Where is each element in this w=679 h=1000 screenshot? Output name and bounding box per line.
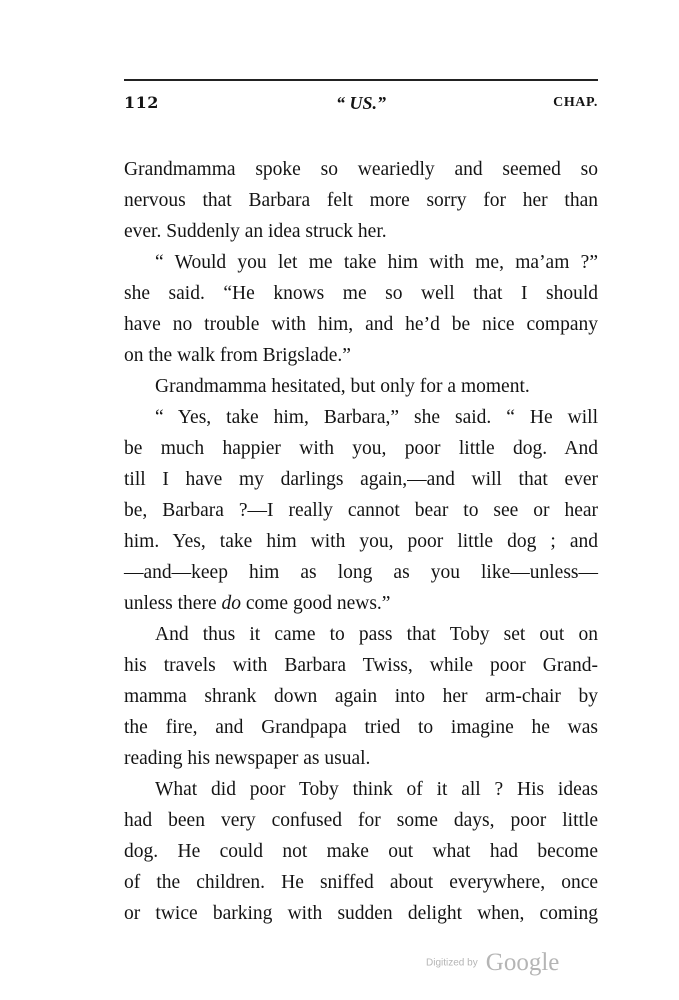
header-rule [124,79,598,81]
text-line-with-emphasis [124,588,598,619]
chapter-label: CHAP. [553,95,598,110]
running-title: “ US.” [335,93,386,113]
text-line: nervous that Barbara felt more sorry for her than [124,190,598,211]
text-segment: unless there [124,593,222,614]
text-line: What did poor Toby think of it all ? His ideas [155,779,598,800]
text-line: she said. “He knows me so well that I should [124,283,598,304]
text-line: mamma shrank down again into her arm-chair by [124,686,598,707]
text-line: Grandmamma hesitated, but only for a moment. [155,376,530,397]
text-line: And thus it came to pass that Toby set out on [155,624,598,645]
text-line: “ Yes, take him, Barbara,” she said. “ He will [155,407,598,428]
text-line: “ Would you let me take him with me, ma’am ?” [155,252,598,273]
text-line: —and—keep him as long as you like—unless— [124,562,598,583]
text-line: the fire, and Grandpapa tried to imagine he was [124,717,598,738]
text-line: be much happier with you, poor little dog. And [124,438,598,459]
watermark-prefix: Digitized by [426,957,478,969]
running-header [124,93,598,117]
text-line: of the children. He sniffed about everywhere, once [124,872,598,893]
emphasized-word: do [221,593,241,614]
text-line: Grandmamma spoke so weariedly and seemed so [124,159,598,180]
text-line: dog. He could not make out what had become [124,841,598,862]
body-text [124,154,598,929]
text-line: his travels with Barbara Twiss, while poor Grand- [124,655,598,676]
text-line: had been very confused for some days, poor little [124,810,598,831]
text-line: be, Barbara ?—I really cannot bear to see or hear [124,500,598,521]
text-line: ever. Suddenly an idea struck her. [124,221,387,242]
digitized-watermark [426,949,559,977]
text-line: till I have my darlings again,—and will that ever [124,469,598,490]
google-logo: Google [485,949,560,976]
page-number: 112 [124,93,159,112]
text-segment: come good news.” [240,593,391,614]
text-line: or twice barking with sudden delight when, coming [124,903,598,924]
text-line: reading his newspaper as usual. [124,748,371,769]
text-line: on the walk from Brigslade.” [124,345,351,366]
text-line: him. Yes, take him with you, poor little dog ; and [124,531,598,552]
text-line: have no trouble with him, and he’d be nice company [124,314,598,335]
